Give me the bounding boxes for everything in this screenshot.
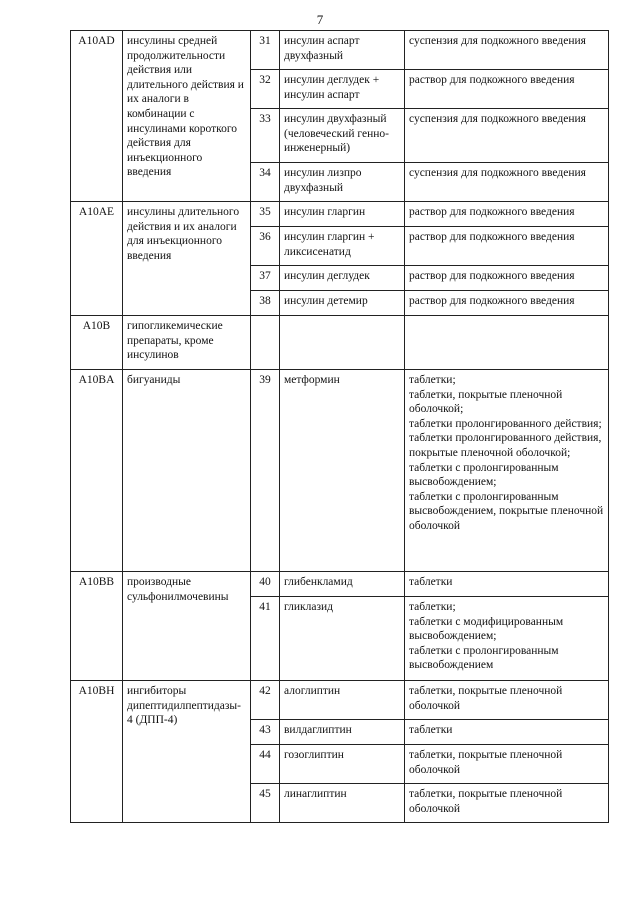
row-number [251,316,280,370]
row-number: 31 [251,31,280,70]
dosage-form [405,202,609,227]
dosage-form [405,316,609,370]
drug-name: инсулин детемир [280,291,405,316]
dosage-form [405,227,609,266]
row-number: 32 [251,70,280,109]
dosage-form-line: суспензия для подкожного введения [409,167,586,179]
drug-name: вилдаглиптин [280,720,405,745]
drug-name: метформин [280,370,405,572]
row-number: 44 [251,745,280,784]
dosage-form-line: раствор для подкожного введения [409,74,575,86]
group-name: ингибиторы дипептидилпептидазы-4 (ДПП-4) [123,681,251,823]
dosage-form [405,70,609,109]
dosage-form-line: таблетки с пролонгированным высвобождением; [409,461,559,489]
group-name: инсулины средней продолжительности действия или длительного действия и их аналоги в комбинации с инсулинами короткого действия для инъекционного введения [123,31,251,202]
group-name: гипогликемические препараты, кроме инсулинов [123,316,251,370]
dosage-form [405,572,609,597]
atc-code: A10BH [71,681,123,823]
dosage-form [405,720,609,745]
dosage-form [405,745,609,784]
drug-name: инсулин гларгин [280,202,405,227]
dosage-form [405,597,609,681]
dosage-form-line: таблетки, покрытые пленочной оболочкой [409,685,563,712]
row-number: 39 [251,370,280,572]
drug-name: гликлазид [280,597,405,681]
atc-code: A10BB [71,572,123,681]
table-row [71,370,609,572]
drug-table [70,30,609,823]
row-number: 42 [251,681,280,720]
dosage-form-line: таблетки, покрытые пленочной оболочкой [409,788,563,815]
row-number: 40 [251,572,280,597]
drug-name: инсулин аспарт двухфазный [280,31,405,70]
dosage-form-line: таблетки; [409,601,456,613]
dosage-form-line: таблетки [409,576,453,588]
dosage-form-line: таблетки пролонгированного действия; [409,417,602,430]
dosage-form [405,291,609,316]
dosage-form-line: таблетки [409,724,453,736]
drug-name: алоглиптин [280,681,405,720]
dosage-form [405,370,609,572]
dosage-form-line: таблетки с пролонгированным высвобождением [409,644,559,672]
table-row [71,681,609,720]
page-number: 7 [316,12,324,27]
atc-code: A10B [71,316,123,370]
dosage-form-line: таблетки пролонгированного действия, покрытые пленочной оболочкой; [409,432,602,459]
dosage-form-line: суспензия для подкожного введения [409,35,586,47]
row-number: 37 [251,266,280,291]
dosage-form-line: таблетки с модифицированным высвобождением; [409,615,564,643]
row-number: 45 [251,784,280,823]
dosage-form-line: суспензия для подкожного введения [409,113,586,125]
drug-name: гозоглиптин [280,745,405,784]
dosage-form [405,31,609,70]
dosage-form [405,784,609,823]
row-number: 34 [251,163,280,202]
dosage-form-line: таблетки с пролонгированным высвобождением, покрытые пленочной оболочкой [409,490,604,532]
dosage-form [405,109,609,163]
group-name: бигуаниды [123,370,251,572]
drug-name: глибенкламид [280,572,405,597]
atc-code: A10AE [71,202,123,316]
atc-code: A10AD [71,31,123,202]
drug-name: инсулин гларгин + ликсисенатид [280,227,405,266]
row-number: 43 [251,720,280,745]
dosage-form [405,163,609,202]
row-number: 36 [251,227,280,266]
dosage-form-line: раствор для подкожного введения [409,270,575,282]
group-name: инсулины длительного действия и их аналоги для инъекционного введения [123,202,251,316]
drug-name: инсулин лизпро двухфазный [280,163,405,202]
group-name: производные сульфонилмочевины [123,572,251,681]
dosage-form-line: таблетки, покрытые пленочной оболочкой; [409,388,563,416]
dosage-form-line: раствор для подкожного введения [409,206,575,218]
drug-name: линаглиптин [280,784,405,823]
atc-code: A10BA [71,370,123,572]
table-row [71,316,609,370]
dosage-form [405,266,609,291]
dosage-form-line: таблетки, покрытые пленочной оболочкой [409,749,563,776]
drug-name: инсулин деглудек [280,266,405,291]
row-number: 38 [251,291,280,316]
dosage-form-line: раствор для подкожного введения [409,295,575,307]
dosage-form [405,681,609,720]
table-row [71,202,609,227]
drug-name: инсулин деглудек + инсулин аспарт [280,70,405,109]
table-row [71,31,609,70]
dosage-form-line: таблетки; [409,374,456,386]
row-number: 35 [251,202,280,227]
row-number: 41 [251,597,280,681]
dosage-form-line: раствор для подкожного введения [409,231,575,243]
row-number: 33 [251,109,280,163]
drug-name [280,316,405,370]
table-row [71,572,609,597]
drug-name: инсулин двухфазный (человеческий генно-инженерный) [280,109,405,163]
